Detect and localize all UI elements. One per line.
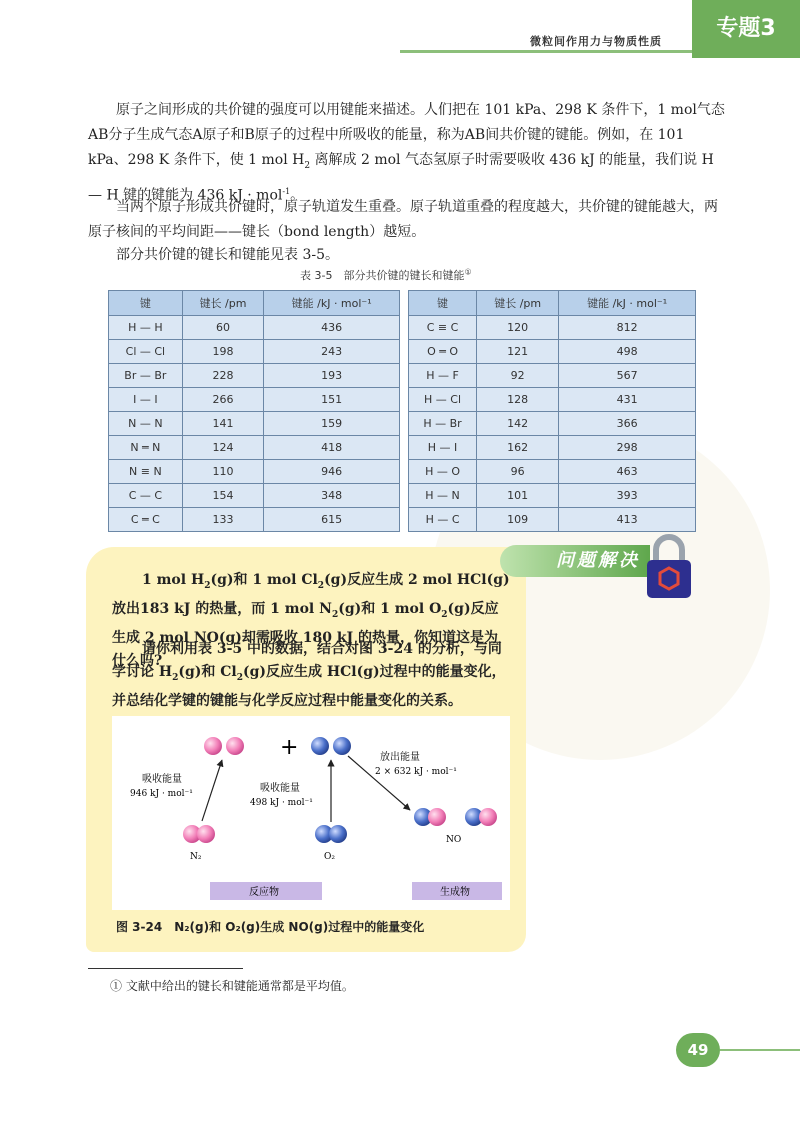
cell-energy: 366 (559, 412, 696, 436)
label-no: NO (446, 835, 462, 845)
arrow-n2-absorb (202, 760, 222, 821)
cell-energy: 413 (559, 508, 696, 532)
q1-sub1: 2 (204, 580, 211, 591)
n-atom-top-1 (204, 737, 222, 755)
cell-length: 133 (182, 508, 264, 532)
label-o2: O₂ (324, 852, 335, 862)
cell-bond: N ≡ N (109, 460, 183, 484)
col-header-energy: 键能 /kJ · mol⁻¹ (559, 291, 696, 316)
cell-energy: 393 (559, 484, 696, 508)
cell-energy: 498 (559, 340, 696, 364)
table-row (109, 484, 400, 508)
cell-energy: 151 (264, 388, 400, 412)
no2-n-atom (479, 808, 497, 826)
table-row (109, 508, 400, 532)
q1-c: (g)反应生成 2 mol HCl(g)放出183 kJ 的热量，而 1 mol N (112, 572, 510, 617)
footnote-rule (88, 968, 243, 969)
cell-bond: O ═ O (409, 340, 477, 364)
p1-text-b: 离解成 2 mol 气态氢原子时需要吸收 436 kJ 的能量，我们说 H — H 键的键能为 436 kJ · mol (88, 152, 714, 204)
q2-c: (g)反应生成 HCl(g)过程中的能量变化，并总结化学键的键能与化学反应过程中能量变化的关系。 (112, 664, 506, 709)
section-title: 微粒间作用力与物质性质 (530, 35, 662, 48)
cell-length: 198 (182, 340, 264, 364)
table-row (409, 436, 696, 460)
cell-length: 228 (182, 364, 264, 388)
padlock-icon (644, 532, 694, 600)
col-header-energy: 键能 /kJ · mol⁻¹ (264, 291, 400, 316)
table-row (109, 412, 400, 436)
paragraph-bond-energy (88, 98, 728, 208)
q1-sub2: 2 (317, 580, 325, 591)
q1-a: 1 mol H (142, 572, 205, 588)
cell-length: 128 (477, 388, 559, 412)
arrow-release (348, 756, 410, 810)
cell-bond: C — C (109, 484, 183, 508)
q1-sub3: 2 (331, 609, 339, 620)
cell-energy: 436 (264, 316, 400, 340)
table-row (109, 436, 400, 460)
cell-length: 154 (182, 484, 264, 508)
header-rule (400, 50, 692, 53)
cell-bond: Cl — Cl (109, 340, 183, 364)
absorb-label-o2: 吸收能量 (260, 783, 300, 794)
cell-bond: H — O (409, 460, 477, 484)
cell-bond: H — N (409, 484, 477, 508)
cell-length: 120 (477, 316, 559, 340)
table-right-body (409, 316, 696, 532)
cell-length: 60 (182, 316, 264, 340)
cell-bond: H — C (409, 508, 477, 532)
cell-length: 141 (182, 412, 264, 436)
header-strip (0, 0, 800, 8)
cell-length: 96 (477, 460, 559, 484)
bond-table-right (408, 290, 696, 532)
table-row (109, 364, 400, 388)
table-row (409, 412, 696, 436)
table-caption-note: ① (464, 267, 472, 277)
cell-length: 101 (477, 484, 559, 508)
cell-energy: 463 (559, 460, 696, 484)
q2-sub2: 2 (236, 672, 244, 683)
problem-question-2 (112, 638, 512, 713)
page-number-rule (720, 1049, 800, 1051)
release-label: 放出能量 (380, 752, 420, 763)
table-row (409, 364, 696, 388)
figure-caption: 图 3-24 N₂(g)和 O₂(g)生成 NO(g)过程中的能量变化 (116, 920, 425, 934)
paragraph-table-intro: 部分共价键的键长和键能见表 3-5。 (116, 247, 339, 263)
q1-sub4: 2 (441, 609, 448, 620)
p1-text-a: 原子之间形成的共价键的强度可以用键能来描述。人们把在 101 kPa、298 K 条件下，1 mol气态AB分子生成气态A原子和B原子的过程中所吸收的能量，称为AB间共价键的键能。例如，在 101 kPa、298 K 条件下，使 1 mol H (88, 102, 725, 168)
table-row (409, 460, 696, 484)
cell-bond: C ═ C (109, 508, 183, 532)
q2-a: 请你利用表 3-5 中的数据，结合对图 3-24 的分析，与同学讨论 H (112, 641, 502, 680)
cell-bond: I — I (109, 388, 183, 412)
n2-atom-2 (197, 825, 215, 843)
table-row (409, 388, 696, 412)
q1-e: (g)反应生成 2 mol NO(g)却需吸收 180 kJ 的热量，你知道这是为什么吗? (112, 600, 499, 669)
cell-bond: C ≡ C (409, 316, 477, 340)
o-atom-top-1 (311, 737, 329, 755)
cell-length: 110 (182, 460, 264, 484)
cell-bond: H — H (109, 316, 183, 340)
table-row (409, 316, 696, 340)
col-header-length: 键长 /pm (182, 291, 264, 316)
paragraph-bond-length: 当两个原子形成共价键时，原子轨道发生重叠。原子轨道重叠的程度越大，共价键的键能越大，两原子核间的平均间距——键长（bond length）越短。 (88, 199, 718, 240)
p1-subscript: 2 (304, 160, 311, 171)
cell-energy: 193 (264, 364, 400, 388)
cell-energy: 431 (559, 388, 696, 412)
cell-length: 266 (182, 388, 264, 412)
no1-n-atom (428, 808, 446, 826)
cell-energy: 243 (264, 340, 400, 364)
cell-energy: 348 (264, 484, 400, 508)
chapter-tab: 专题3 (692, 0, 800, 58)
figure-panel (112, 716, 510, 910)
cell-length: 92 (477, 364, 559, 388)
cell-energy: 418 (264, 436, 400, 460)
cell-length: 124 (182, 436, 264, 460)
absorb-value-o2: 498 kJ · mol⁻¹ (250, 798, 313, 808)
table-caption (300, 267, 472, 283)
absorb-value-n2: 946 kJ · mol⁻¹ (130, 789, 193, 799)
q2-sub1: 2 (172, 672, 179, 683)
p1-superscript: -1 (282, 186, 291, 196)
col-header-bond: 键 (409, 291, 477, 316)
cell-bond: H — Br (409, 412, 477, 436)
cell-energy: 812 (559, 316, 696, 340)
cell-energy: 298 (559, 436, 696, 460)
cell-bond: N ═ N (109, 436, 183, 460)
table-caption-text: 表 3-5 部分共价键的键长和键能 (300, 269, 465, 282)
table-row (409, 340, 696, 364)
cell-length: 142 (477, 412, 559, 436)
table-row (109, 340, 400, 364)
release-value: 2 × 632 kJ · mol⁻¹ (375, 767, 457, 777)
q2-b: (g)和 Cl (178, 664, 237, 680)
o2-atom-2 (329, 825, 347, 843)
table-row (109, 316, 400, 340)
problem-solving-tag: 问题解决 (500, 545, 650, 577)
reactants-label: 反应物 (249, 887, 279, 898)
energy-diagram (112, 716, 510, 910)
products-label: 生成物 (440, 887, 470, 898)
q1-d: (g)和 1 mol O (338, 600, 442, 617)
cell-bond: H — Cl (409, 388, 477, 412)
cell-length: 162 (477, 436, 559, 460)
col-header-bond: 键 (109, 291, 183, 316)
table-row (109, 460, 400, 484)
q1-b: (g)和 1 mol Cl (210, 572, 318, 588)
p1-text-c: 。 (290, 187, 305, 204)
cell-energy: 946 (264, 460, 400, 484)
cell-bond: H — F (409, 364, 477, 388)
cell-energy: 567 (559, 364, 696, 388)
footnote: ① 文献中给出的键长和键能通常都是平均值。 (110, 979, 354, 993)
table-row (409, 484, 696, 508)
cell-length: 121 (477, 340, 559, 364)
cell-length: 109 (477, 508, 559, 532)
page-number: 49 (676, 1033, 720, 1067)
plus-sign: + (280, 735, 299, 760)
table-row (109, 388, 400, 412)
cell-energy: 159 (264, 412, 400, 436)
n-atom-top-2 (226, 737, 244, 755)
bond-table-left (108, 290, 400, 532)
cell-bond: N — N (109, 412, 183, 436)
absorb-label-n2: 吸收能量 (142, 774, 182, 785)
col-header-length: 键长 /pm (477, 291, 559, 316)
table-row (409, 508, 696, 532)
cell-bond: Br — Br (109, 364, 183, 388)
table-left-body (109, 316, 400, 532)
o-atom-top-2 (333, 737, 351, 755)
cell-bond: H — I (409, 436, 477, 460)
cell-energy: 615 (264, 508, 400, 532)
label-n2: N₂ (190, 852, 202, 862)
